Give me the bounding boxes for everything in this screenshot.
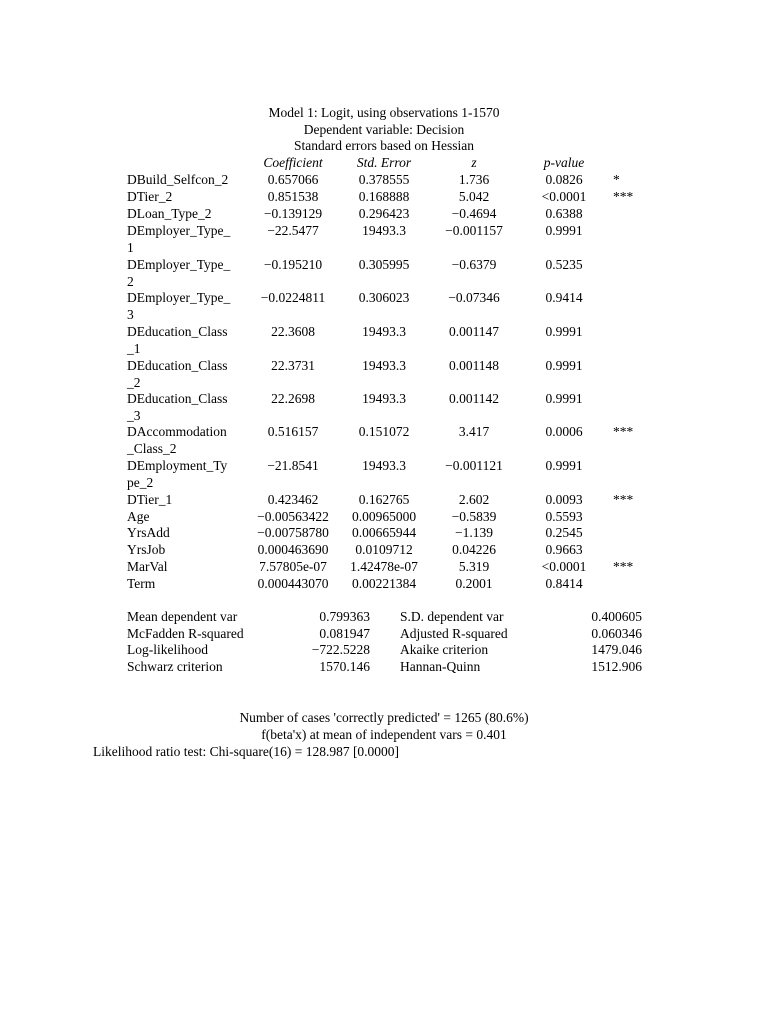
std-error-value: 0.306023 xyxy=(358,290,410,305)
coefficient-value: −0.00758780 xyxy=(257,525,329,540)
p-value: 0.9414 xyxy=(545,290,583,305)
variable-name: DEmployer_Type_ 1 xyxy=(127,223,231,255)
stat-label: S.D. dependent var xyxy=(400,609,504,624)
stat-value: 1570.146 xyxy=(319,659,370,674)
variable-name: DBuild_Selfcon_2 xyxy=(127,172,229,187)
p-value: 0.6388 xyxy=(545,206,583,221)
coefficient-value: −0.00563422 xyxy=(257,509,329,524)
stat-label: Log-likelihood xyxy=(127,642,208,657)
stat-value: 0.060346 xyxy=(591,626,642,641)
z-value: 3.417 xyxy=(458,424,490,439)
p-value: 0.9663 xyxy=(545,542,583,557)
std-error-value: 0.162765 xyxy=(358,492,410,507)
variable-name: DEmployer_Type_ 2 xyxy=(127,257,231,289)
coefficient-value: 22.3731 xyxy=(271,358,315,373)
p-value: 0.9991 xyxy=(545,358,583,373)
p-value: 0.5235 xyxy=(545,257,583,272)
z-value: 5.042 xyxy=(458,189,490,204)
variable-name: DEducation_Class _1 xyxy=(127,324,228,356)
stat-label: Adjusted R-squared xyxy=(400,626,508,641)
std-error-value: 19493.3 xyxy=(362,358,406,373)
stat-value: 1479.046 xyxy=(591,642,642,657)
z-value: 0.001147 xyxy=(448,324,500,339)
p-value: 0.9991 xyxy=(545,324,583,339)
coefficient-value: 7.57805e-07 xyxy=(259,559,327,574)
column-header-std-error: Std. Error xyxy=(356,155,412,170)
p-value: 0.0826 xyxy=(545,172,583,187)
stat-label: Akaike criterion xyxy=(400,642,489,657)
p-value: 0.0093 xyxy=(545,492,583,507)
p-value: 0.0006 xyxy=(545,424,583,439)
std-error-value: 0.00221384 xyxy=(351,576,417,591)
z-value: 0.001142 xyxy=(448,391,500,406)
std-error-value: 0.168888 xyxy=(358,189,410,204)
dependent-variable: Dependent variable: Decision xyxy=(303,122,465,137)
significance-stars: *** xyxy=(613,424,634,439)
variable-name: DEducation_Class _3 xyxy=(127,391,228,423)
stat-value: 0.081947 xyxy=(319,626,370,641)
z-value: −0.6379 xyxy=(451,257,497,272)
column-header-p-value: p-value xyxy=(543,155,585,170)
coefficient-value: 0.657066 xyxy=(267,172,319,187)
variable-name: YrsJob xyxy=(127,542,166,557)
variable-name: DAccommodation _Class_2 xyxy=(127,424,227,456)
variable-name: DLoan_Type_2 xyxy=(127,206,212,221)
stat-value: 0.799363 xyxy=(319,609,370,624)
z-value: 2.602 xyxy=(458,492,490,507)
variable-name: Term xyxy=(127,576,156,591)
column-header-coefficient: Coefficient xyxy=(263,155,323,170)
variable-name: DEmployer_Type_ 3 xyxy=(127,290,231,322)
coefficient-value: 0.423462 xyxy=(267,492,319,507)
significance-stars: *** xyxy=(613,559,634,574)
coefficient-value: 22.2698 xyxy=(271,391,315,406)
coefficient-value: −0.139129 xyxy=(263,206,323,221)
stderr-note: Standard errors based on Hessian xyxy=(294,138,474,153)
coefficient-value: 0.000443070 xyxy=(257,576,329,591)
coefficient-value: 22.3608 xyxy=(271,324,315,339)
z-value: 0.2001 xyxy=(455,576,493,591)
std-error-value: 0.00665944 xyxy=(351,525,417,540)
column-header-z: z xyxy=(471,155,477,170)
coefficient-value: −22.5477 xyxy=(267,223,319,238)
stat-label: Schwarz criterion xyxy=(127,659,223,674)
model-title: Model 1: Logit, using observations 1-1570 xyxy=(268,105,500,120)
z-value: −0.001157 xyxy=(445,223,503,238)
z-value: −0.5839 xyxy=(451,509,497,524)
variable-name: DTier_1 xyxy=(127,492,173,507)
stat-value: 0.400605 xyxy=(591,609,642,624)
variable-name: Age xyxy=(127,509,150,524)
coefficient-value: −0.195210 xyxy=(263,257,323,272)
variable-name: DTier_2 xyxy=(127,189,173,204)
std-error-value: 1.42478e-07 xyxy=(350,559,418,574)
std-error-value: 0.151072 xyxy=(358,424,410,439)
std-error-value: 0.0109712 xyxy=(355,542,413,557)
p-value: 0.9991 xyxy=(545,458,583,473)
p-value: 0.9991 xyxy=(545,391,583,406)
coefficient-value: 0.000463690 xyxy=(257,542,329,557)
std-error-value: 0.00965000 xyxy=(351,509,417,524)
p-value: 0.5593 xyxy=(545,509,583,524)
std-error-value: 0.296423 xyxy=(358,206,410,221)
variable-name: YrsAdd xyxy=(127,525,170,540)
coefficient-value: −21.8541 xyxy=(267,458,319,473)
p-value: 0.9991 xyxy=(545,223,583,238)
p-value: 0.2545 xyxy=(545,525,583,540)
fbeta-at-mean: f(beta'x) at mean of independent vars = 0.401 xyxy=(261,727,507,742)
z-value: −0.4694 xyxy=(451,206,497,221)
stat-label: Mean dependent var xyxy=(127,609,238,624)
z-value: 0.04226 xyxy=(452,542,496,557)
z-value: 5.319 xyxy=(458,559,490,574)
std-error-value: 19493.3 xyxy=(362,458,406,473)
variable-name: DEducation_Class _2 xyxy=(127,358,228,390)
z-value: −0.001121 xyxy=(445,458,503,473)
coefficient-value: −0.0224811 xyxy=(260,290,326,305)
std-error-value: 19493.3 xyxy=(362,324,406,339)
stat-label: McFadden R-squared xyxy=(127,626,244,641)
coefficient-value: 0.851538 xyxy=(267,189,319,204)
p-value: <0.0001 xyxy=(541,189,587,204)
z-value: −0.07346 xyxy=(448,290,500,305)
std-error-value: 0.305995 xyxy=(358,257,410,272)
significance-stars: * xyxy=(613,172,620,187)
stat-value: 1512.906 xyxy=(591,659,642,674)
std-error-value: 19493.3 xyxy=(362,223,406,238)
std-error-value: 0.378555 xyxy=(358,172,410,187)
variable-name: MarVal xyxy=(127,559,168,574)
stat-value: −722.5228 xyxy=(311,642,370,657)
significance-stars: *** xyxy=(613,492,634,507)
correct-predictions: Number of cases 'correctly predicted' = 1265 (80.6%) xyxy=(239,710,529,725)
stat-label: Hannan-Quinn xyxy=(400,659,481,674)
p-value: <0.0001 xyxy=(541,559,587,574)
std-error-value: 19493.3 xyxy=(362,391,406,406)
significance-stars: *** xyxy=(613,189,634,204)
z-value: −1.139 xyxy=(455,525,493,540)
variable-name: DEmployment_Ty pe_2 xyxy=(127,458,228,490)
z-value: 1.736 xyxy=(458,172,490,187)
coefficient-value: 0.516157 xyxy=(267,424,319,439)
likelihood-ratio-test: Likelihood ratio test: Chi-square(16) = 128.987 [0.0000] xyxy=(93,744,400,759)
p-value: 0.8414 xyxy=(545,576,583,591)
z-value: 0.001148 xyxy=(448,358,500,373)
